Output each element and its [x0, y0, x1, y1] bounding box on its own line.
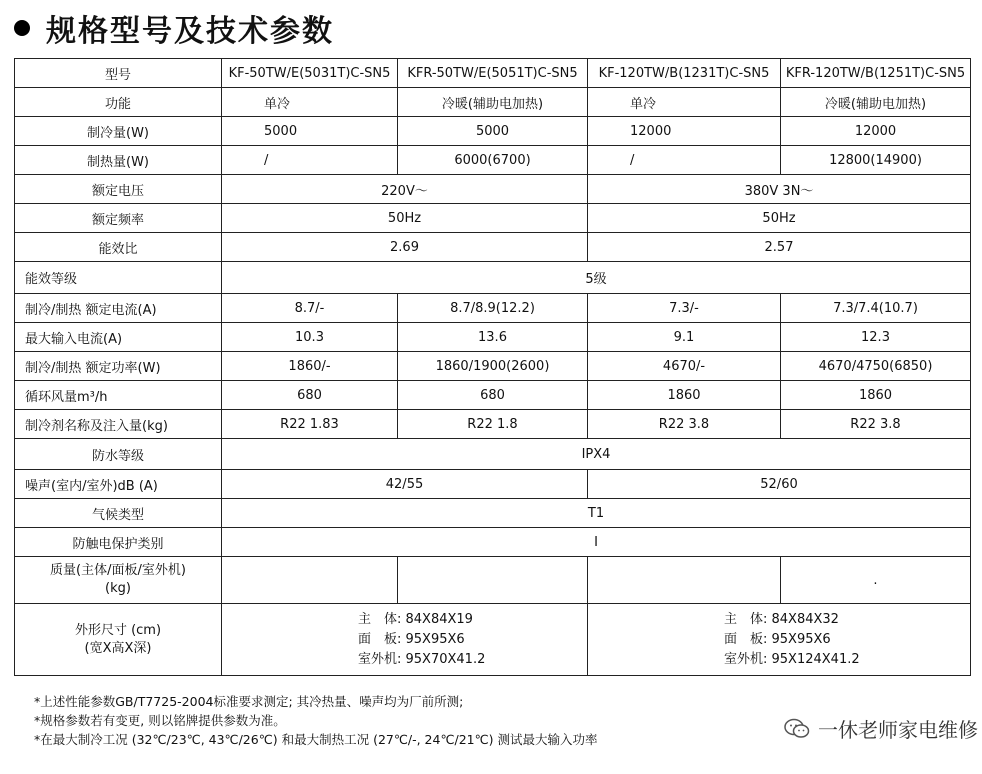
airflow-3: 1860 — [588, 381, 781, 410]
cooling-3: 12000 — [588, 117, 781, 146]
row-airflow — [15, 381, 971, 410]
watermark — [784, 714, 978, 743]
label-mass-line2: (kg) — [105, 581, 131, 596]
label-waterproof: 防水等级 — [15, 439, 222, 470]
heating-1: / — [222, 146, 398, 175]
label-noise: 噪声(室内/室外)dB (A) — [15, 470, 222, 499]
label-mass — [15, 557, 222, 604]
label-frequency: 额定频率 — [15, 204, 222, 233]
label-dimensions-line2: (宽X高X深) — [84, 640, 152, 656]
row-eer — [15, 233, 971, 262]
noise-2: 52/60 — [588, 470, 971, 499]
model-3: KF-120TW/B(1231T)C-SN5 — [588, 59, 781, 88]
page-title: 规格型号及技术参数 — [46, 14, 334, 49]
model-4: KFR-120TW/B(1251T)C-SN5 — [781, 59, 971, 88]
cooling-4: 12000 — [781, 117, 971, 146]
dim-left-panel: 面 板: 95X95X6 — [358, 631, 465, 647]
note-2: *规格参数若有变更, 则以铭牌提供参数为准。 — [34, 713, 286, 728]
cooling-2: 5000 — [398, 117, 588, 146]
label-shock: 防触电保护类别 — [15, 528, 222, 557]
mass-1 — [222, 557, 398, 604]
wechat-icon — [784, 718, 810, 740]
label-dimensions — [15, 604, 222, 676]
label-rated-power: 制冷/制热 额定功率(W) — [15, 352, 222, 381]
row-efficiency-grade — [15, 262, 971, 294]
rated-current-2: 8.7/8.9(12.2) — [398, 294, 588, 323]
row-climate — [15, 499, 971, 528]
label-mass-line1: 质量(主体/面板/室外机) — [50, 563, 186, 578]
note-3: *在最大制冷工况 (32℃/23℃, 43℃/26℃) 和最大制热工况 (27℃/-, 24℃/21℃) 测试最大输入功率 — [34, 732, 598, 747]
mass-2 — [398, 557, 588, 604]
rated-power-4: 4670/4750(6850) — [781, 352, 971, 381]
label-efficiency-grade: 能效等级 — [15, 262, 222, 294]
max-current-4: 12.3 — [781, 323, 971, 352]
label-climate: 气候类型 — [15, 499, 222, 528]
voltage-1: 220V～ — [222, 175, 588, 204]
frequency-2: 50Hz — [588, 204, 971, 233]
row-max-current — [15, 323, 971, 352]
function-1: 单冷 — [222, 88, 398, 117]
row-mass — [15, 557, 971, 604]
max-current-1: 10.3 — [222, 323, 398, 352]
rated-power-1: 1860/- — [222, 352, 398, 381]
voltage-2: 380V 3N～ — [588, 175, 971, 204]
label-eer: 能效比 — [15, 233, 222, 262]
refrigerant-2: R22 1.8 — [398, 410, 588, 439]
label-cooling: 制冷量(W) — [15, 117, 222, 146]
title-row — [14, 8, 334, 48]
function-4: 冷暖(辅助电加热) — [781, 88, 971, 117]
label-dimensions-line1: 外形尺寸 (cm) — [74, 622, 162, 638]
function-2: 冷暖(辅助电加热) — [398, 88, 588, 117]
row-heating — [15, 146, 971, 175]
label-airflow: 循环风量m³/h — [15, 381, 222, 410]
label-max-current: 最大输入电流(A) — [15, 323, 222, 352]
row-voltage — [15, 175, 971, 204]
rated-current-1: 8.7/- — [222, 294, 398, 323]
heating-4: 12800(14900) — [781, 146, 971, 175]
label-rated-current: 制冷/制热 额定电流(A) — [15, 294, 222, 323]
dim-left-body: 主 体: 84X84X19 — [358, 611, 473, 627]
rated-current-3: 7.3/- — [588, 294, 781, 323]
label-refrigerant: 制冷剂名称及注入量(kg) — [15, 410, 222, 439]
row-waterproof — [15, 439, 971, 470]
row-rated-current — [15, 294, 971, 323]
row-cooling — [15, 117, 971, 146]
row-function — [15, 88, 971, 117]
heating-3: / — [588, 146, 781, 175]
row-refrigerant — [15, 410, 971, 439]
heating-2: 6000(6700) — [398, 146, 588, 175]
bullet-icon — [14, 20, 30, 36]
row-dimensions — [15, 604, 971, 676]
airflow-4: 1860 — [781, 381, 971, 410]
rated-current-4: 7.3/7.4(10.7) — [781, 294, 971, 323]
dimensions-right — [588, 604, 971, 676]
row-shock — [15, 528, 971, 557]
rated-power-2: 1860/1900(2600) — [398, 352, 588, 381]
spec-table — [14, 58, 971, 676]
dim-left-outdoor: 室外机: 95X70X41.2 — [358, 651, 486, 667]
dim-right-panel: 面 板: 95X95X6 — [724, 631, 831, 647]
cooling-1: 5000 — [222, 117, 398, 146]
efficiency-grade: 5级 — [222, 262, 971, 294]
function-3: 单冷 — [588, 88, 781, 117]
label-voltage: 额定电压 — [15, 175, 222, 204]
climate-value: T1 — [222, 499, 971, 528]
row-noise — [15, 470, 971, 499]
max-current-2: 13.6 — [398, 323, 588, 352]
row-frequency — [15, 204, 971, 233]
model-2: KFR-50TW/E(5051T)C-SN5 — [398, 59, 588, 88]
dim-right-body: 主 体: 84X84X32 — [724, 611, 839, 627]
shock-value: I — [222, 528, 971, 557]
row-rated-power — [15, 352, 971, 381]
note-1: *上述性能参数GB/T7725-2004标准要求测定; 其冷热量、噪声均为厂前所测; — [34, 694, 464, 709]
mass-3 — [588, 557, 781, 604]
waterproof-value: IPX4 — [222, 439, 971, 470]
footnotes — [34, 692, 598, 749]
refrigerant-1: R22 1.83 — [222, 410, 398, 439]
refrigerant-4: R22 3.8 — [781, 410, 971, 439]
airflow-2: 680 — [398, 381, 588, 410]
max-current-3: 9.1 — [588, 323, 781, 352]
dim-right-outdoor: 室外机: 95X124X41.2 — [724, 651, 860, 667]
eer-2: 2.57 — [588, 233, 971, 262]
frequency-1: 50Hz — [222, 204, 588, 233]
refrigerant-3: R22 3.8 — [588, 410, 781, 439]
dimensions-left — [222, 604, 588, 676]
mass-4: . — [781, 557, 971, 604]
row-model — [15, 59, 971, 88]
label-function: 功能 — [15, 88, 222, 117]
airflow-1: 680 — [222, 381, 398, 410]
rated-power-3: 4670/- — [588, 352, 781, 381]
noise-1: 42/55 — [222, 470, 588, 499]
watermark-text: 一休老师家电维修 — [818, 718, 978, 742]
model-1: KF-50TW/E(5031T)C-SN5 — [222, 59, 398, 88]
eer-1: 2.69 — [222, 233, 588, 262]
label-model: 型号 — [15, 59, 222, 88]
label-heating: 制热量(W) — [15, 146, 222, 175]
